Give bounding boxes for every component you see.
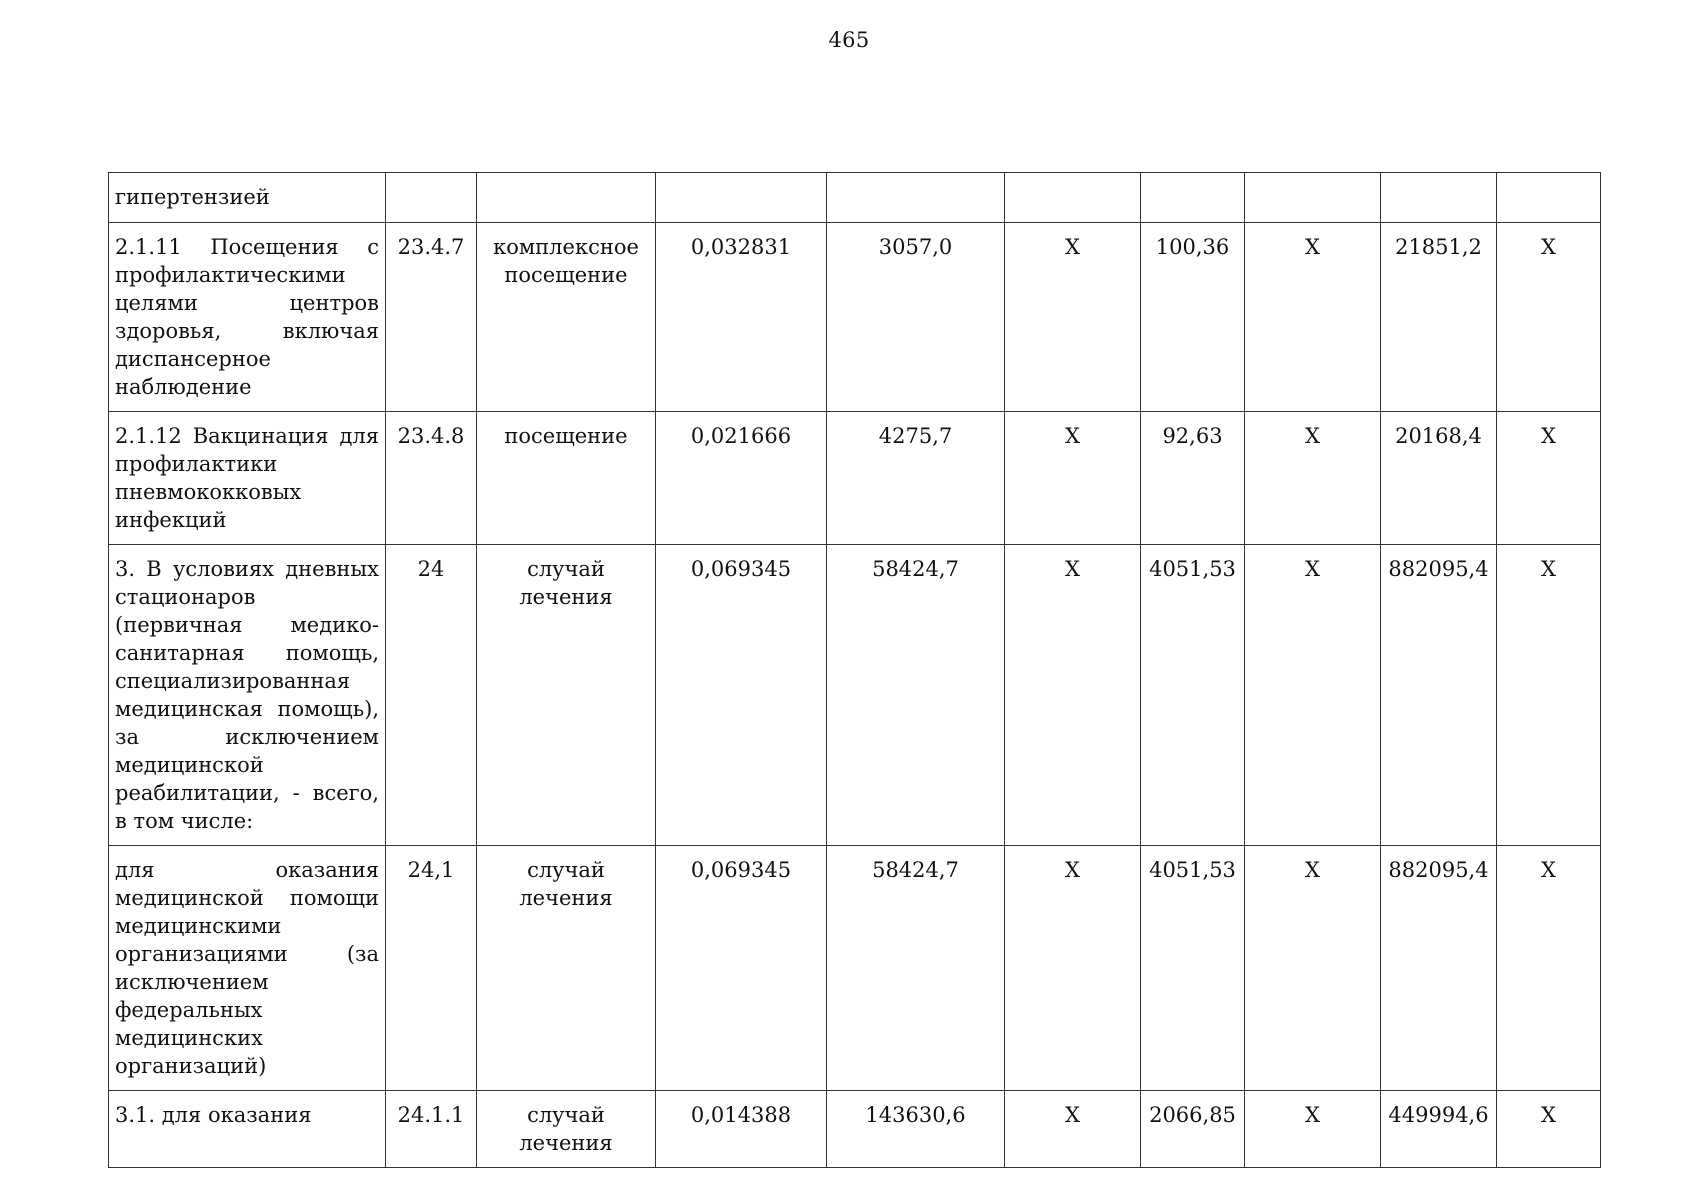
cost-cell: 143630,6	[827, 1091, 1005, 1168]
norm-cell: 0,032831	[656, 223, 827, 412]
table-row	[109, 545, 1601, 846]
total-cell: 882095,4	[1381, 545, 1497, 846]
x-cell	[1497, 173, 1601, 223]
x-cell: X	[1245, 223, 1381, 412]
table-row	[109, 412, 1601, 545]
x-cell: X	[1497, 545, 1601, 846]
x-cell: X	[1005, 1091, 1141, 1168]
value-cell: 2066,85	[1141, 1091, 1245, 1168]
table-row	[109, 1091, 1601, 1168]
value-cell: 4051,53	[1141, 846, 1245, 1091]
total-cell: 449994,6	[1381, 1091, 1497, 1168]
table-row	[109, 846, 1601, 1091]
page-number: 465	[828, 28, 870, 52]
code-cell: 23.4.7	[386, 223, 477, 412]
x-cell: X	[1245, 412, 1381, 545]
table-row	[109, 173, 1601, 223]
x-cell: X	[1245, 1091, 1381, 1168]
row-name-cell: гипертензией	[109, 173, 386, 223]
x-cell	[1245, 173, 1381, 223]
value-cell: 4051,53	[1141, 545, 1245, 846]
cost-cell: 58424,7	[827, 545, 1005, 846]
code-cell: 23.4.8	[386, 412, 477, 545]
cost-cell: 3057,0	[827, 223, 1005, 412]
row-name-cell: 2.1.12 Вакцинация для профилактики пневмококковых инфекций	[109, 412, 386, 545]
unit-cell: случай лечения	[477, 846, 656, 1091]
x-cell: X	[1497, 846, 1601, 1091]
row-name-cell: 2.1.11 Посещения с профилактическими целями центров здоровья, включая диспансерное наблюдение	[109, 223, 386, 412]
x-cell: X	[1497, 223, 1601, 412]
cost-cell	[827, 173, 1005, 223]
x-cell: X	[1005, 223, 1141, 412]
norm-cell: 0,014388	[656, 1091, 827, 1168]
row-name-cell: для оказания медицинской помощи медицинскими организациями (за исключением федеральных медицинских организаций)	[109, 846, 386, 1091]
cost-cell: 58424,7	[827, 846, 1005, 1091]
x-cell: X	[1245, 545, 1381, 846]
x-cell: X	[1497, 1091, 1601, 1168]
row-name-cell: 3.1. для оказания	[109, 1091, 386, 1168]
value-cell: 92,63	[1141, 412, 1245, 545]
total-cell: 20168,4	[1381, 412, 1497, 545]
x-cell	[1005, 173, 1141, 223]
norm-cell: 0,069345	[656, 545, 827, 846]
value-cell: 100,36	[1141, 223, 1245, 412]
total-cell: 882095,4	[1381, 846, 1497, 1091]
unit-cell: случай лечения	[477, 545, 656, 846]
norm-cell: 0,069345	[656, 846, 827, 1091]
code-cell	[386, 173, 477, 223]
code-cell: 24	[386, 545, 477, 846]
unit-cell	[477, 173, 656, 223]
unit-cell: комплексное посещение	[477, 223, 656, 412]
norm-cell	[656, 173, 827, 223]
cost-cell: 4275,7	[827, 412, 1005, 545]
code-cell: 24.1.1	[386, 1091, 477, 1168]
unit-cell: посещение	[477, 412, 656, 545]
unit-cell: случай лечения	[477, 1091, 656, 1168]
table-row	[109, 223, 1601, 412]
norm-cell: 0,021666	[656, 412, 827, 545]
x-cell: X	[1005, 412, 1141, 545]
value-cell	[1141, 173, 1245, 223]
x-cell: X	[1005, 846, 1141, 1091]
code-cell: 24,1	[386, 846, 477, 1091]
total-cell: 21851,2	[1381, 223, 1497, 412]
x-cell: X	[1497, 412, 1601, 545]
x-cell: X	[1005, 545, 1141, 846]
row-name-cell: 3. В условиях дневных стационаров (первичная медико-санитарная помощь, специализированная медицинская помощь), за исключением медицинской реабилитации, - всего, в том числе:	[109, 545, 386, 846]
x-cell: X	[1245, 846, 1381, 1091]
total-cell	[1381, 173, 1497, 223]
data-table	[108, 172, 1601, 1168]
